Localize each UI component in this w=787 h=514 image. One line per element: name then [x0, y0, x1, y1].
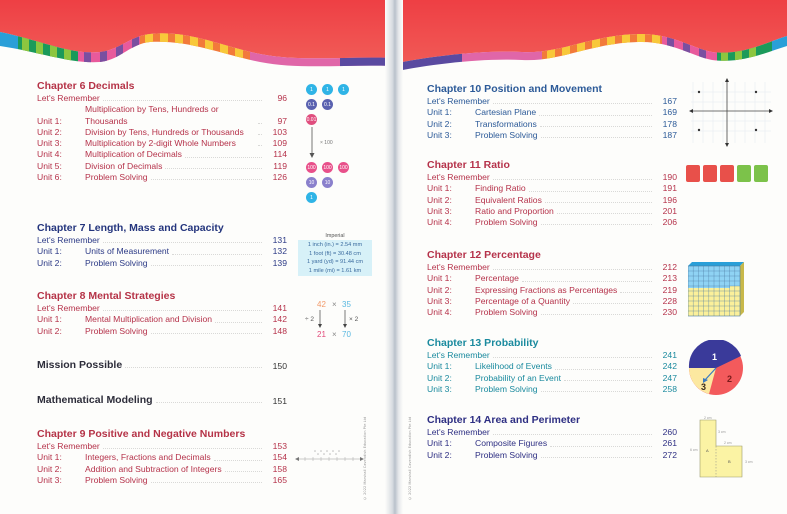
svg-text:2 cm: 2 cm: [724, 441, 732, 445]
disc-hundred: 100: [338, 162, 349, 173]
pear-box-icon: [737, 165, 751, 182]
toc-row[interactable]: Unit 2: Problem Solving 139: [37, 257, 287, 268]
chapter-title: Chapter 11 Ratio: [427, 159, 510, 171]
toc-row-lets-remember[interactable]: Let's Remember 131: [37, 235, 287, 245]
svg-text:2 cm: 2 cm: [704, 416, 712, 420]
disc-hundred: 100: [322, 162, 333, 173]
svg-text:B: B: [728, 459, 731, 464]
chapter-title: Chapter 8 Mental Strategies: [37, 290, 176, 302]
toc-row[interactable]: Unit 3: Problem Solving 187: [427, 129, 677, 140]
toc-row-lets-remember[interactable]: Let's Remember 167: [427, 96, 677, 106]
toc-row[interactable]: Unit 1: Integers, Fractions and Decimals 154: [37, 452, 287, 463]
disc-tenth: 0.1: [322, 99, 333, 110]
toc-row-lets-remember[interactable]: Let's Remember 96: [37, 93, 287, 103]
probability-spinner-illustration: [688, 340, 744, 396]
disc-one: 1: [322, 84, 333, 95]
place-value-discs-illustration: [300, 82, 360, 207]
toc-row[interactable]: Unit 2: Problem Solving 272: [427, 449, 677, 460]
svg-text:3 cm: 3 cm: [745, 460, 753, 464]
multiply-label: × 100: [320, 140, 333, 146]
composite-figure-illustration: [690, 415, 785, 485]
chapter-12: [427, 249, 677, 318]
toc-row[interactable]: Unit 3: Percentage of a Quantity 228: [427, 295, 677, 306]
copyright-notice-right: © 2022 Marshall Cavendish Education Pte Ltd: [408, 416, 412, 500]
chapter-title: Chapter 13 Probability: [427, 337, 539, 349]
toc-row[interactable]: Unit 1: Percentage 213: [427, 273, 677, 284]
copyright-notice-left: © 2022 Marshall Cavendish Education Pte Ltd: [363, 416, 367, 500]
toc-row[interactable]: Unit 5: Division of Decimals 119: [37, 160, 287, 171]
svg-text:3 cm: 3 cm: [718, 430, 726, 434]
spinner-label-2: 2: [727, 374, 733, 384]
chapter-13: [427, 337, 677, 395]
disc-one: 1: [306, 192, 317, 203]
chapter-7: [37, 222, 287, 269]
chapter-title: Chapter 6 Decimals: [37, 80, 135, 92]
spinner-label-1: 1: [712, 352, 718, 362]
toc-row[interactable]: Unit 2: Transformations 178: [427, 118, 677, 129]
chapter-9: [37, 428, 287, 486]
toc-row[interactable]: Unit 3: Ratio and Proportion 201: [427, 205, 677, 216]
toc-row[interactable]: Unit 1: Composite Figures 261: [427, 438, 677, 449]
mental-strategy-illustration: 42 × 35 ÷ 2 × 2 21 × 70: [300, 300, 370, 350]
apple-box-icon: [720, 165, 734, 182]
toc-row[interactable]: Unit 2: Division by Tens, Hundreds or Thousands 103: [37, 126, 287, 137]
toc-row[interactable]: Unit 6: Problem Solving 126: [37, 172, 287, 183]
disc-ten: 10: [322, 177, 333, 188]
number-line-illustration: [295, 447, 365, 467]
toc-mathematical-modeling[interactable]: Mathematical Modeling 151: [37, 394, 287, 406]
chapter-8: [37, 290, 287, 337]
toc-row[interactable]: Unit 2: Expressing Fractions as Percentages 219: [427, 284, 677, 295]
toc-row[interactable]: Unit 1: Units of Measurement 132: [37, 246, 287, 257]
toc-row-lets-remember[interactable]: Let's Remember 153: [37, 441, 287, 451]
toc-row-lets-remember[interactable]: Let's Remember 212: [427, 262, 677, 272]
toc-row[interactable]: Unit 4: Problem Solving 206: [427, 217, 677, 228]
toc-row[interactable]: Unit 4: Problem Solving 230: [427, 307, 677, 318]
toc-row[interactable]: Unit 3: Problem Solving 258: [427, 383, 677, 394]
disc-tenth: 0.1: [306, 99, 317, 110]
toc-row[interactable]: Unit 2: Addition and Subtraction of Integers 158: [37, 463, 287, 474]
ratio-boxes-illustration: [686, 165, 786, 183]
imperial-units-box: Imperial 1 inch (in.) = 2.54 mm 1 foot (ft) = 30.48 cm 1 yard (yd) = 91.44 cm 1 mile (mi) = 1.61 km: [298, 233, 372, 276]
svg-text:A: A: [706, 448, 709, 453]
chapter-title: Chapter 10 Position and Movement: [427, 83, 603, 95]
apple-box-icon: [686, 165, 700, 182]
disc-one: 1: [306, 84, 317, 95]
toc-row-lets-remember[interactable]: Let's Remember 141: [37, 303, 287, 313]
toc-row-lets-remember[interactable]: Let's Remember 260: [427, 427, 677, 437]
toc-row[interactable]: Unit 1: Finding Ratio 191: [427, 183, 677, 194]
svg-text:6 cm: 6 cm: [690, 448, 698, 452]
decorative-banner: [0, 0, 392, 80]
toc-row[interactable]: Unit 1: Cartesian Plane 169: [427, 107, 677, 118]
chapter-title: Chapter 9 Positive and Negative Numbers: [37, 428, 246, 440]
toc-row-lets-remember[interactable]: Let's Remember 190: [427, 172, 677, 182]
toc-row[interactable]: Unit 3: Problem Solving 165: [37, 474, 287, 485]
spinner-label-3: 3: [701, 382, 707, 392]
toc-row[interactable]: Unit 2: Problem Solving 148: [37, 325, 287, 336]
chapter-6: [37, 80, 287, 183]
disc-hundred: 100: [306, 162, 317, 173]
chapter-title: Chapter 7 Length, Mass and Capacity: [37, 222, 224, 234]
toc-mission-possible[interactable]: Mission Possible 150: [37, 359, 287, 371]
toc-row[interactable]: Unit 2: Equivalent Ratios 196: [427, 194, 677, 205]
toc-row-lets-remember[interactable]: Let's Remember 241: [427, 350, 677, 360]
toc-row[interactable]: Unit 1: Mental Multiplication and Division 142: [37, 314, 287, 325]
chapter-10: [427, 83, 677, 141]
chapter-11: [427, 159, 677, 228]
toc-row[interactable]: Unit 1: Multiplication by Tens, Hundreds or Thousands 97: [37, 104, 287, 126]
toc-row[interactable]: Unit 2: Probability of an Event 247: [427, 372, 677, 383]
disc-ten: 10: [306, 177, 317, 188]
pear-box-icon: [754, 165, 768, 182]
apple-box-icon: [703, 165, 717, 182]
toc-row[interactable]: Unit 4: Multiplication of Decimals 114: [37, 149, 287, 160]
toc-row[interactable]: Unit 1: Likelihood of Events 242: [427, 361, 677, 372]
chapter-title: Chapter 12 Percentage: [427, 249, 541, 261]
chapter-title: Chapter 14 Area and Perimeter: [427, 414, 581, 426]
decorative-banner: [392, 0, 787, 80]
percentage-grid-illustration: [688, 262, 746, 318]
disc-one: 1: [338, 84, 349, 95]
chapter-14: [427, 414, 677, 461]
book-spine: [385, 0, 403, 514]
toc-row[interactable]: Unit 3: Multiplication by 2-digit Whole Numbers 109: [37, 138, 287, 149]
cartesian-plane-illustration: [683, 77, 783, 149]
disc-hundredth: 0.01: [306, 114, 317, 125]
